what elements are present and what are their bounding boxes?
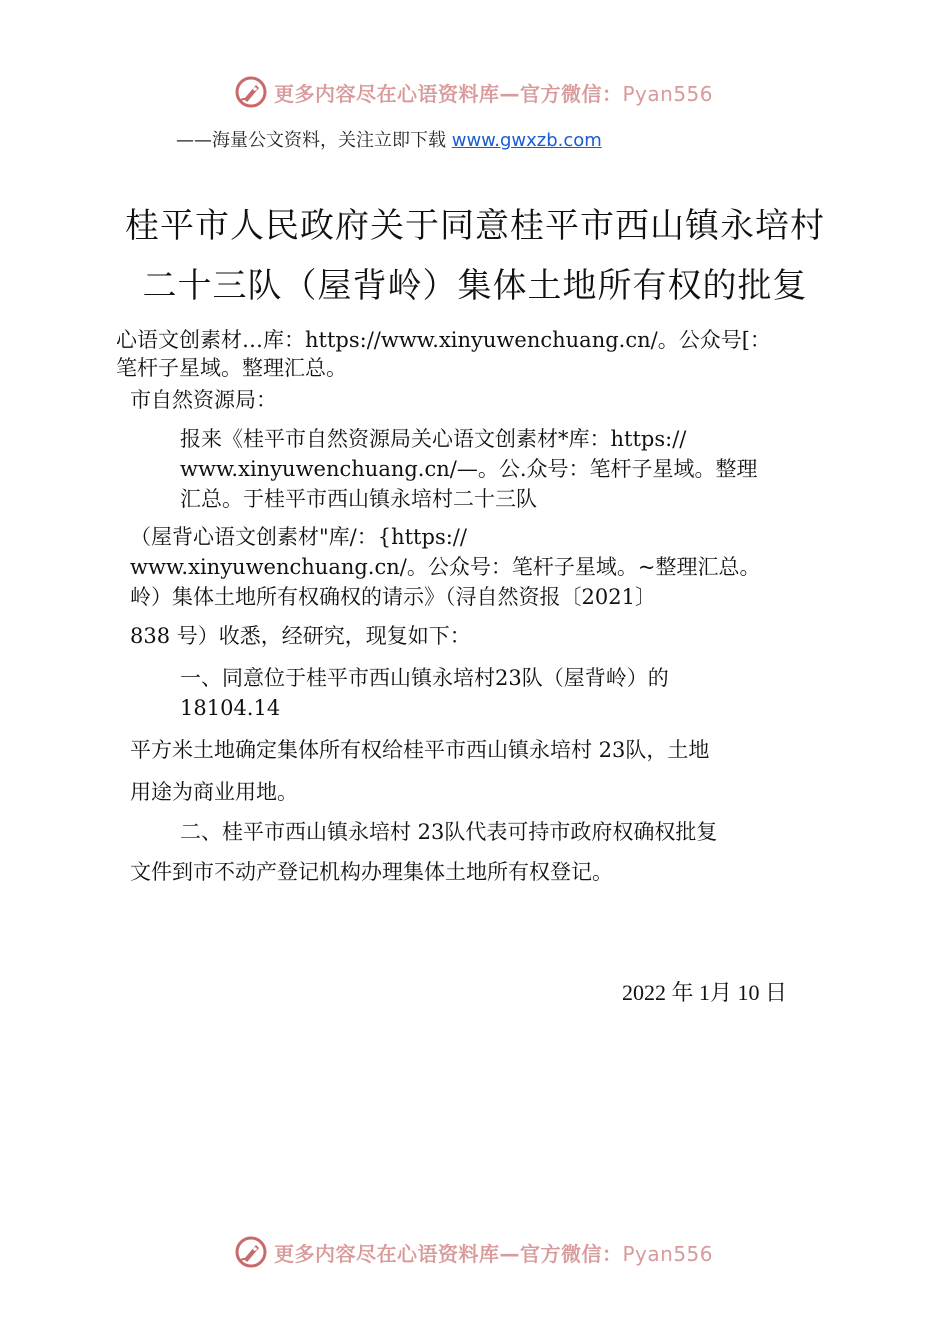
paragraph-3: 838 号）收悉，经研究，现复如下： [130,624,471,648]
bottom-watermark [234,1232,713,1272]
paragraph-1: 报来《桂平市自然资源局关心语文创素材*库：https:// www.xinyuwenchuang.cn/—。公.众号：笔杆子星域。整理 汇总。于桂平市西山镇永培村二十三队 [180,427,758,511]
item-2-line2: 文件到市不动产登记机构办理集体土地所有权登记。 [130,860,613,884]
watermark-text: 更多内容尽在心语资料库—官方微信：Pyan556 [274,81,714,106]
pen-nib-logo-icon [234,1235,268,1269]
item-1-line1: 一、同意位于桂平市西山镇永培村23队（屋背岭）的 [180,666,669,690]
item-1-line4: 用途为商业用地。 [130,780,298,804]
document-title-line1: 桂平市人民政府关于同意桂平市西山镇永培村 [125,206,825,246]
watermark-text: 更多内容尽在心语资料库—官方微信：Pyan556 [274,1241,714,1266]
download-subline [176,126,602,152]
gwxzb-link[interactable]: www.gwxzb.com [451,130,602,151]
pen-nib-logo-icon [234,75,268,109]
addressee: 市自然资源局： [130,388,277,412]
paragraph-2: （屋背心语文创素材"库/：{https:// www.xinyuwenchuang.cn/。公众号：笔杆子星域。~整理汇总。 岭）集体土地所有权确权的请示》（浔自然资报〔2021〕 [130,525,761,609]
intro-text: 心语文创素材…库：https://www.xinyuwenchuang.cn/。公众号[： 笔杆子星域。整理汇总。 [116,328,771,380]
top-watermark [234,72,713,112]
document-title-line2: 二十三队（屋背岭）集体土地所有权的批复 [142,266,808,306]
item-2-line1: 二、桂平市西山镇永培村 23队代表可持市政府权确权批复 [180,820,718,844]
subline-prefix: ——海量公文资料，关注立即下载 [176,130,452,151]
item-1-line2: 18104.14 [180,696,281,720]
item-1-line3: 平方米土地确定集体所有权给桂平市西山镇永培村 23队，土地 [130,738,710,762]
issue-date: 2022 年 1月 10 日 [622,980,788,1005]
